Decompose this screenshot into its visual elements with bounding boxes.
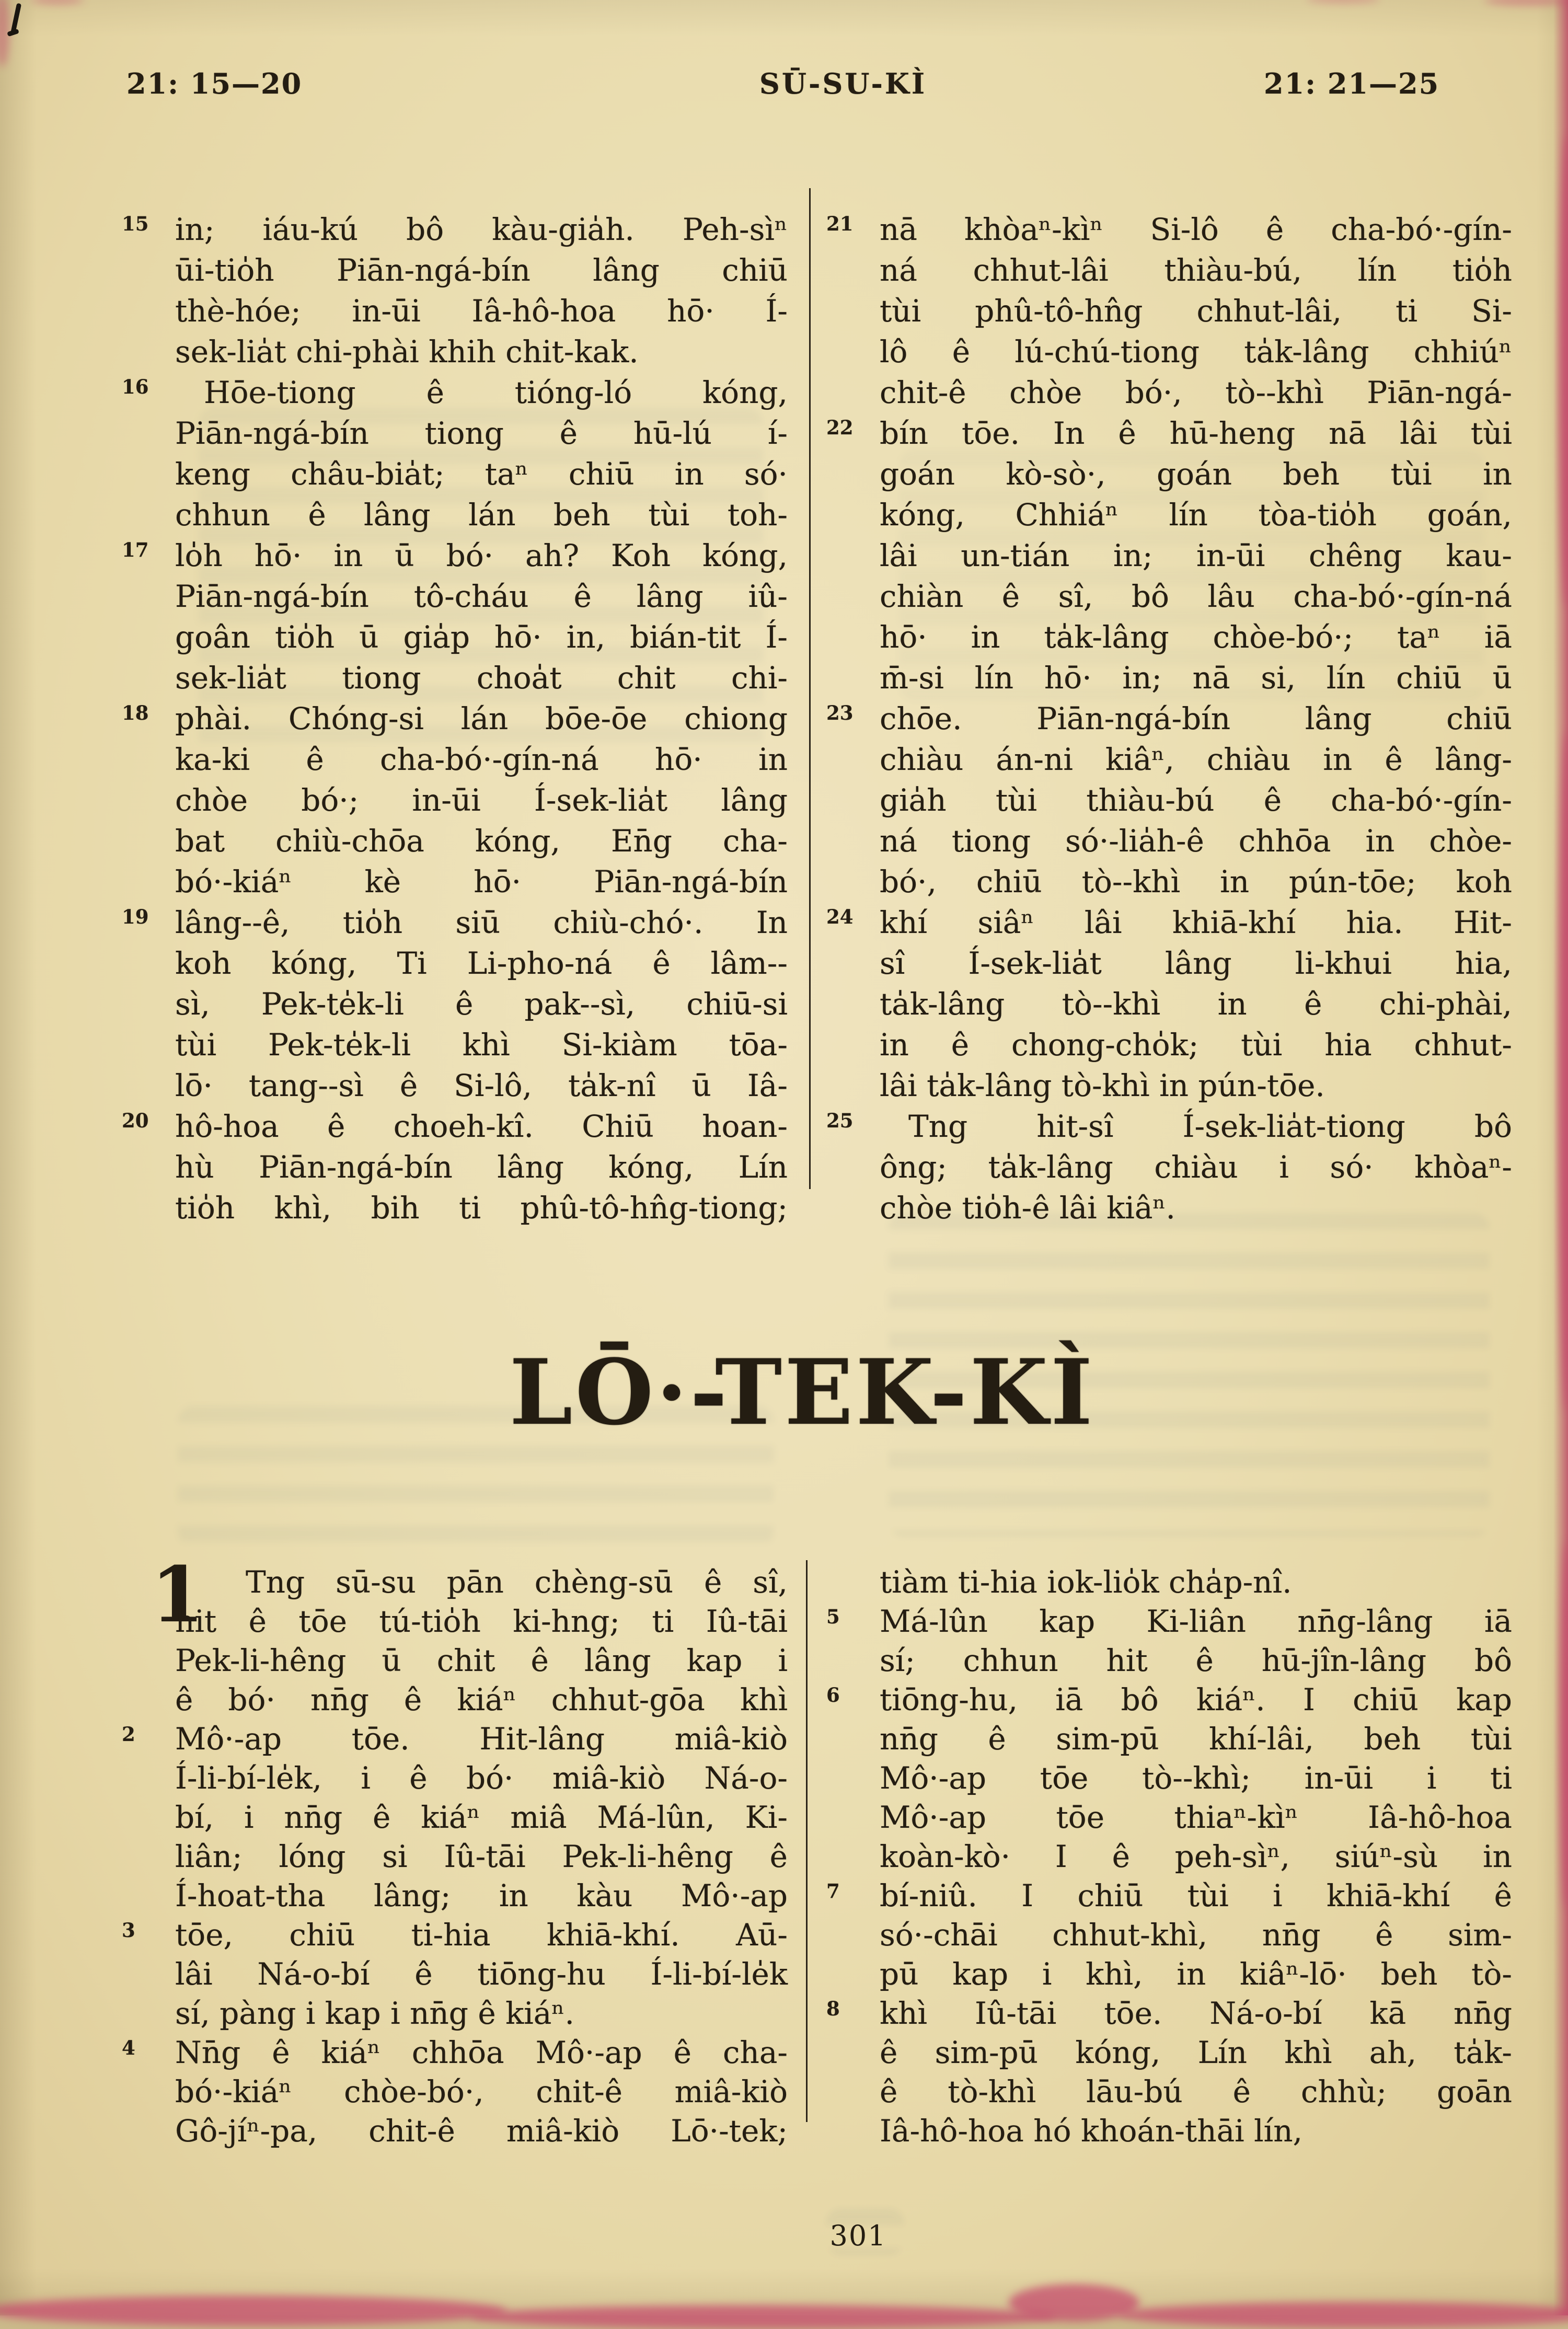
text-line xyxy=(175,658,788,698)
text-line xyxy=(175,413,788,454)
verse-text: sek-lia̍t chi-phài khih chit-kak. xyxy=(175,334,639,370)
text-line xyxy=(880,2072,1512,2112)
verse-number: 23 xyxy=(826,701,854,724)
text-line xyxy=(880,984,1512,1024)
text-line xyxy=(880,291,1512,331)
verse-text: sî Í-sek-lia̍t lâng li-khui hia, xyxy=(880,946,1512,981)
text-line xyxy=(826,1680,1512,1720)
text-line xyxy=(175,821,788,861)
verse-text: lō· tang--sì ê Si-lô, ta̍k-nî ū Iâ- xyxy=(175,1068,788,1103)
verse-text: bó·, chiū tò--khì in pún-tōe; koh xyxy=(880,864,1512,900)
judges-right-column xyxy=(826,209,1512,1228)
text-line xyxy=(880,454,1512,494)
text-line xyxy=(880,1065,1512,1106)
verse-text: liân; lóng si Iû-tāi Pek-li-hêng ê xyxy=(175,1839,788,1874)
text-line xyxy=(175,2072,788,2112)
verse-text: khí siâⁿ lâi khiā-khí hia. Hit- xyxy=(880,905,1512,940)
text-line xyxy=(175,494,788,535)
text-line xyxy=(175,1680,788,1720)
verse-text: nn̄g ê sim-pū khí-lâi, beh tùi xyxy=(880,1721,1512,1757)
verse-text: pū kap i khì, in kiâⁿ-lō· beh tò- xyxy=(880,1956,1512,1992)
verse-number: 17 xyxy=(122,538,149,561)
text-line xyxy=(175,1024,788,1065)
red-edge-stain-top xyxy=(31,0,84,4)
text-line xyxy=(122,209,788,250)
verse-number: 20 xyxy=(122,1109,149,1132)
red-edge-stain-bottom xyxy=(1119,2302,1568,2328)
verse-text: ê tò-khì lāu-bú ê chhù; goān xyxy=(880,2074,1512,2109)
text-line xyxy=(175,780,788,821)
section-title-ruth: LŌ·-TEK-KÌ xyxy=(509,1339,1096,1445)
verse-text: bín tōe. In ê hū-heng nā lâi tùi xyxy=(880,416,1512,451)
verse-number: 18 xyxy=(122,701,149,724)
verse-text: Mô·-ap tōe tò--khì; in-ūi i ti xyxy=(880,1760,1512,1796)
verse-text: koàn-kò· I ê peh-sìⁿ, siúⁿ-sù in xyxy=(880,1839,1512,1874)
text-line xyxy=(826,1106,1512,1147)
text-line xyxy=(175,984,788,1024)
verse-text: Tng sū-su pān chèng-sū ê sî, xyxy=(246,1564,788,1600)
text-line xyxy=(175,331,788,372)
header-book-title: SŪ-SU-KÌ xyxy=(759,67,927,100)
verse-number: 24 xyxy=(826,905,854,928)
verse-text: Gô-jíⁿ-pa, chit-ê miâ-kiò Lō·-tek; xyxy=(175,2113,788,2149)
verse-text: hô-hoa ê choeh-kî. Chiū hoan- xyxy=(175,1109,788,1144)
verse-text: Pek-li-hêng ū chit ê lâng kap i xyxy=(175,1643,788,1678)
verse-number: 21 xyxy=(826,212,854,235)
verse-text: chiàn ê sî, bô lâu cha-bó·-gín-ná xyxy=(880,579,1512,614)
text-line xyxy=(826,413,1512,454)
verse-text: hù Piān-ngá-bín lâng kóng, Lín xyxy=(175,1149,788,1185)
text-line xyxy=(122,535,788,576)
verse-number: 19 xyxy=(122,905,149,928)
chapter-number: 1 xyxy=(151,1550,204,1640)
verse-text: Tng hit-sî Í-sek-lia̍t-tiong bô xyxy=(908,1109,1512,1144)
text-line xyxy=(880,1720,1512,1759)
verse-text: chiàu án-ni kiâⁿ, chiàu in ê lâng- xyxy=(880,742,1512,777)
verse-text: bó·-kiáⁿ chòe-bó·, chit-ê miâ-kiò xyxy=(175,2074,788,2109)
ruth-left-column xyxy=(122,1550,788,2151)
text-line xyxy=(175,454,788,494)
text-line xyxy=(880,739,1512,780)
text-line xyxy=(880,861,1512,902)
page-number: 301 xyxy=(829,2219,887,2252)
verse-text: Í-li-bí-le̍k, i ê bó· miâ-kiò Ná-o- xyxy=(175,1760,788,1796)
verse-text: Mô·-ap tōe thiaⁿ-kìⁿ Iâ-hô-hoa xyxy=(880,1800,1512,1835)
verse-text: ná tiong só·-lia̍h-ê chhōa in chòe- xyxy=(880,823,1512,859)
text-line xyxy=(880,943,1512,984)
red-edge-stain-bottom xyxy=(0,2296,507,2326)
verse-text: tiōng-hu, iā bô kiáⁿ. I chiū kap xyxy=(880,1682,1512,1717)
verse-text: ta̍k-lâng tò--khì in ê chi-phài, xyxy=(880,986,1512,1022)
text-line xyxy=(880,1147,1512,1187)
verse-text: lo̍h hō· in ū bó· ah? Koh kóng, xyxy=(175,538,788,573)
verse-text: sì, Pek-te̍k-li ê pak--sì, chiū-si xyxy=(175,986,788,1022)
text-line xyxy=(880,494,1512,535)
text-line xyxy=(880,617,1512,658)
text-line xyxy=(175,861,788,902)
verse-text: Hōe-tiong ê tióng-ló kóng, xyxy=(204,375,788,410)
header-verse-range-left: 21: 15—20 xyxy=(126,67,303,100)
text-line xyxy=(175,1955,788,1994)
text-line xyxy=(880,1837,1512,1876)
verse-text: Mô·-ap tōe. Hit-lâng miâ-kiò xyxy=(175,1721,788,1757)
text-line xyxy=(880,1759,1512,1798)
verse-text: bí-niû. I chiū tùi i khiā-khí ê xyxy=(880,1878,1512,1913)
verse-number: 22 xyxy=(826,416,854,439)
text-line xyxy=(880,1563,1512,1602)
text-line xyxy=(880,1955,1512,1994)
verse-text: bí, i nn̄g ê kiáⁿ miâ Má-lûn, Ki- xyxy=(175,1800,788,1835)
verse-number: 5 xyxy=(826,1605,840,1628)
verse-text: khì Iû-tāi tōe. Ná-o-bí kā nn̄g xyxy=(880,1996,1512,2031)
verse-text: chhun ê lâng lán beh tùi toh- xyxy=(175,497,788,533)
verse-text: chòe bó·; in-ūi Í-sek-lia̍t lâng xyxy=(175,782,788,818)
text-line xyxy=(175,2112,788,2151)
text-line xyxy=(880,658,1512,698)
text-line xyxy=(880,1798,1512,1837)
verse-text: ê sim-pū kóng, Lín khì ah, ta̍k- xyxy=(880,2035,1512,2070)
text-line xyxy=(880,331,1512,372)
verse-text: thè-hóe; in-ūi Iâ-hô-hoa hō· Í- xyxy=(175,293,788,329)
verse-text: ná chhut-lâi thiàu-bú, lín tio̍h xyxy=(880,252,1512,288)
text-line xyxy=(175,291,788,331)
text-line xyxy=(175,1837,788,1876)
text-line xyxy=(175,943,788,984)
verse-text: tōe, chiū ti-hia khiā-khí. Aū- xyxy=(175,1917,788,1953)
verse-text: hō· in ta̍k-lâng chòe-bó·; taⁿ iā xyxy=(880,619,1512,655)
text-line xyxy=(122,698,788,739)
text-line xyxy=(826,698,1512,739)
verse-number: 15 xyxy=(122,212,149,235)
text-line xyxy=(880,250,1512,291)
verse-text: Piān-ngá-bín tô-cháu ê lâng iû- xyxy=(175,579,788,614)
column-divider xyxy=(806,1560,808,2122)
text-line xyxy=(880,1641,1512,1680)
judges-left-column xyxy=(122,209,788,1228)
text-line xyxy=(175,1759,788,1798)
text-line xyxy=(826,1602,1512,1641)
verse-text: in ê chong-cho̍k; tùi hia chhut- xyxy=(880,1027,1512,1063)
text-line xyxy=(175,1641,788,1680)
text-line xyxy=(122,1916,788,1955)
verse-text: lâi Ná-o-bí ê tiōng-hu Í-li-bí-le̍k xyxy=(175,1956,788,1992)
verse-number: 8 xyxy=(826,1997,840,2020)
verse-text: hit ê tōe tú-tio̍h ki-hng; ti Iû-tāi xyxy=(175,1604,788,1639)
text-line xyxy=(175,576,788,617)
text-line xyxy=(826,209,1512,250)
text-line xyxy=(826,1994,1512,2033)
text-line xyxy=(880,2112,1512,2151)
text-line xyxy=(175,1602,788,1641)
verse-text: gia̍h tùi thiàu-bú ê cha-bó·-gín- xyxy=(880,782,1512,818)
text-line xyxy=(175,1798,788,1837)
red-edge-stain-bottom xyxy=(470,2305,1056,2329)
verse-number: 2 xyxy=(122,1723,135,1746)
ruth-right-column xyxy=(826,1563,1512,2151)
verse-text: sek-lia̍t tiong choa̍t chit chi- xyxy=(175,660,788,696)
text-line xyxy=(175,250,788,291)
verse-text: Nn̄g ê kiáⁿ chhōa Mô·-ap ê cha- xyxy=(175,2035,788,2070)
verse-text: m̄-si lín hō· in; nā si, lín chiū ū xyxy=(880,660,1512,696)
text-line xyxy=(880,1024,1512,1065)
verse-text: Í-hoat-tha lâng; in kàu Mô·-ap xyxy=(175,1878,788,1913)
verse-text: sí; chhun hit ê hū-jîn-lâng bô xyxy=(880,1643,1512,1678)
verse-number: 3 xyxy=(122,1919,135,1942)
text-line xyxy=(826,902,1512,943)
verse-text: chōe. Piān-ngá-bín lâng chiū xyxy=(880,701,1512,736)
verse-text: bat chiù-chōa kóng, En̄g cha- xyxy=(175,823,788,859)
text-line xyxy=(880,1916,1512,1955)
verse-text: kóng, Chhiáⁿ lín tòa-tio̍h goán, xyxy=(880,497,1512,533)
verse-text: goán kò-sò·, goán beh tùi in xyxy=(880,456,1512,492)
verse-text: Piān-ngá-bín tiong ê hū-lú í- xyxy=(175,416,788,451)
verse-number: 16 xyxy=(122,375,149,398)
column-divider xyxy=(809,188,811,1189)
text-line xyxy=(880,535,1512,576)
verse-text: lô ê lú-chú-tiong ta̍k-lâng chhiúⁿ xyxy=(880,334,1512,370)
text-line xyxy=(122,2033,788,2072)
verse-text: tùi Pek-te̍k-li khì Si-kiàm tōa- xyxy=(175,1027,788,1063)
text-line xyxy=(175,617,788,658)
text-line xyxy=(122,1720,788,1759)
text-line xyxy=(880,780,1512,821)
verse-text: ê bó· nn̄g ê kiáⁿ chhut-gōa khì xyxy=(175,1682,788,1717)
verse-text: ka-ki ê cha-bó·-gín-ná hō· in xyxy=(175,742,788,777)
verse-text: Iâ-hô-hoa hó khoán-thāi lín, xyxy=(880,2113,1303,2149)
verse-text: tiàm ti-hia iok-lio̍k cha̍p-nî. xyxy=(880,1564,1292,1600)
text-line xyxy=(880,372,1512,413)
text-line xyxy=(880,821,1512,861)
text-line xyxy=(175,1065,788,1106)
verse-text: ông; ta̍k-lâng chiàu i só· khòaⁿ- xyxy=(880,1149,1512,1185)
verse-text: lâi un-tián in; in-ūi chêng kau- xyxy=(880,538,1512,573)
text-line xyxy=(880,1187,1512,1228)
verse-text: lâi ta̍k-lâng tò-khì in pún-tōe. xyxy=(880,1068,1325,1103)
text-line xyxy=(175,1147,788,1187)
text-line xyxy=(826,1876,1512,1916)
text-line xyxy=(175,1187,788,1228)
verse-text: in; iáu-kú bô kàu-gia̍h. Peh-sìⁿ xyxy=(175,212,788,247)
verse-number: 6 xyxy=(826,1684,840,1707)
verse-text: Má-lûn kap Ki-liân nn̄g-lâng iā xyxy=(880,1604,1512,1639)
text-line xyxy=(122,902,788,943)
verse-number: 7 xyxy=(826,1880,840,1903)
verse-text: keng châu-bia̍t; taⁿ chiū in só· xyxy=(175,456,788,492)
verse-text: koh kóng, Ti Li-pho-ná ê lâm-- xyxy=(175,946,788,981)
verse-text: chit-ê chòe bó·, tò--khì Piān-ngá- xyxy=(880,375,1512,410)
text-line xyxy=(175,1994,788,2033)
text-line xyxy=(122,372,788,413)
text-line xyxy=(880,2033,1512,2072)
text-line xyxy=(880,576,1512,617)
verse-text: só·-chāi chhut-khì, nn̄g ê sim- xyxy=(880,1917,1512,1953)
verse-text: bó·-kiáⁿ kè hō· Piān-ngá-bín xyxy=(175,864,788,900)
header-verse-range-right: 21: 21—25 xyxy=(1264,67,1440,100)
verse-text: ūi-tio̍h Piān-ngá-bín lâng chiū xyxy=(175,252,788,288)
verse-text: tùi phû-tô-hn̂g chhut-lâi, ti Si- xyxy=(880,293,1512,329)
text-line xyxy=(122,1106,788,1147)
verse-text: goân tio̍h ū gia̍p hō· in, bián-tit Í- xyxy=(175,619,788,655)
verse-text: tio̍h khì, bih ti phû-tô-hn̂g-tiong; xyxy=(175,1190,788,1226)
text-line xyxy=(175,739,788,780)
text-line xyxy=(175,1876,788,1916)
verse-number: 25 xyxy=(826,1109,854,1132)
verse-text: chòe tio̍h-ê lâi kiâⁿ. xyxy=(880,1190,1175,1226)
verse-text: sí, pàng i kap i nn̄g ê kiáⁿ. xyxy=(175,1996,574,2031)
red-edge-stain-top xyxy=(1307,0,1380,3)
verse-text: lâng--ê, tio̍h siū chiù-chó·. In xyxy=(175,905,788,940)
verse-text: phài. Chóng-si lán bōe-ōe chiong xyxy=(175,701,788,736)
verse-text: nā khòaⁿ-kìⁿ Si-lô ê cha-bó·-gín- xyxy=(880,212,1512,247)
verse-number: 4 xyxy=(122,2036,135,2059)
